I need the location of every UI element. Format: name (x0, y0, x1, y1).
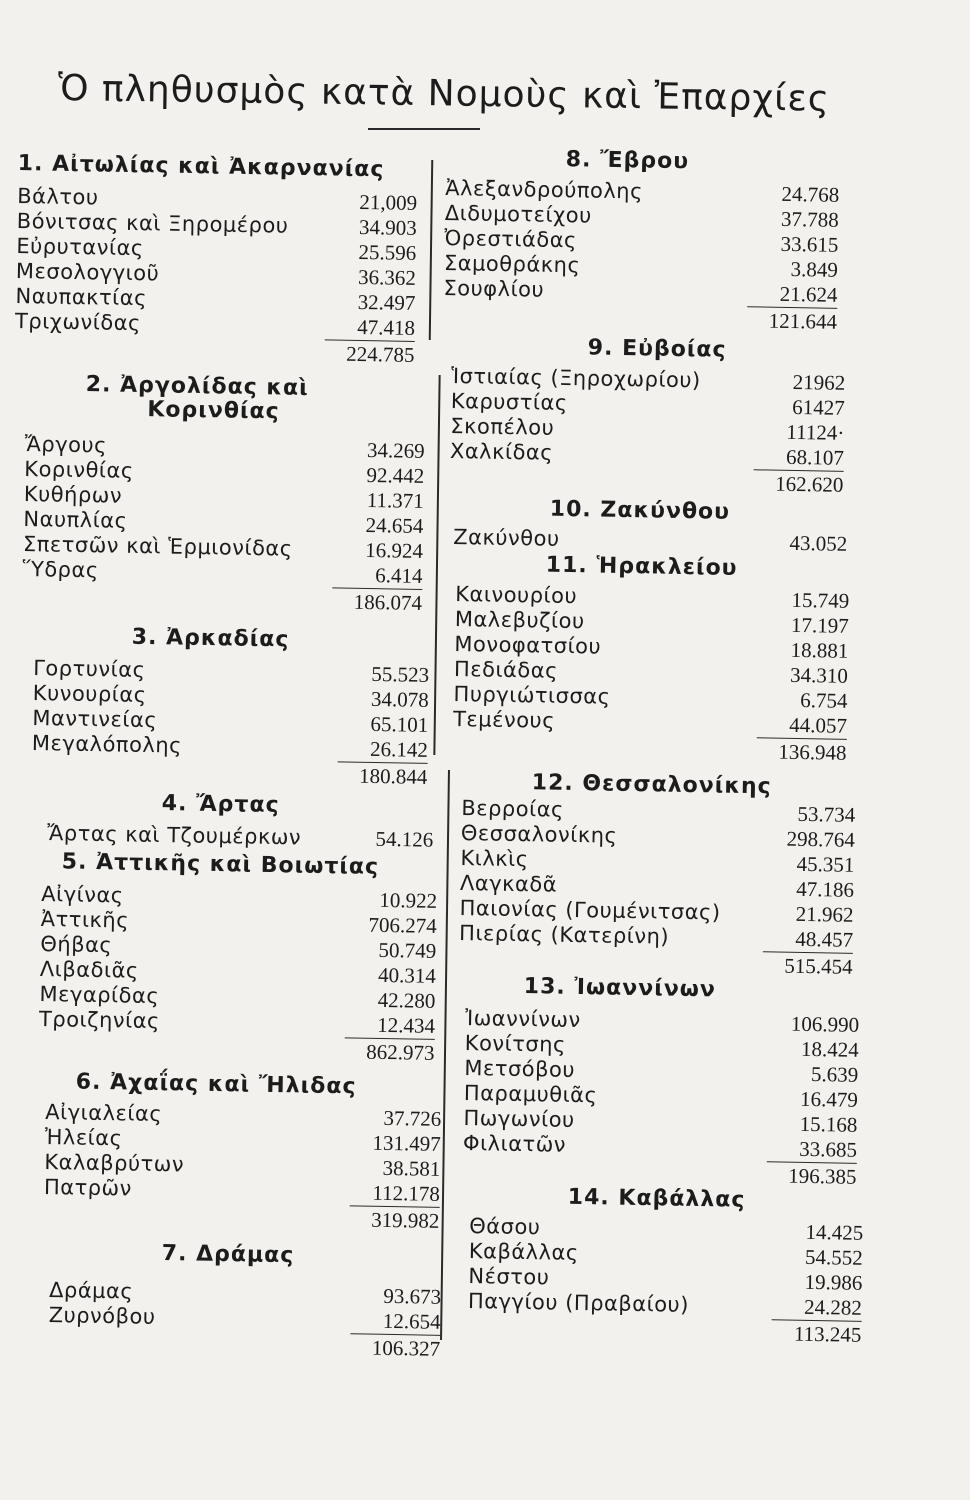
population-value: 5.639 (810, 1062, 859, 1087)
district-name: Καινουρίου (455, 581, 578, 609)
district-name: Μονοφατσίου (454, 631, 602, 659)
population-value: 34.269 (366, 437, 425, 463)
district-name: Καβάλλας (468, 1238, 579, 1265)
district-name: Πυργιώτισσας (453, 681, 611, 709)
district-name: Λιβαδιᾶς (39, 956, 139, 983)
district-name: Καρυστίας (450, 388, 568, 416)
section-total: 121.644 (768, 308, 838, 334)
section-heading-continued: Κορινθίας (147, 397, 280, 425)
prefecture-section (462, 974, 860, 1190)
population-value: 18.424 (800, 1036, 859, 1062)
population-value: 12.654 (382, 1308, 441, 1334)
population-value: 131.497 (372, 1130, 441, 1156)
section-heading: 3. Ἀρκαδίας (131, 624, 290, 653)
prefecture-section (22, 372, 426, 616)
district-name: Νέστου (468, 1263, 550, 1290)
district-name: Ἱστιαίας (Ξηροχωρίου) (451, 363, 701, 393)
population-value: 33.685 (799, 1136, 858, 1162)
population-value: 48.457 (795, 926, 854, 952)
section-total: 196.385 (788, 1163, 857, 1189)
district-name: Βάλτου (17, 183, 99, 210)
population-value: 14.425 (805, 1219, 864, 1245)
prefecture-section (449, 334, 846, 498)
population-value: 106.990 (790, 1011, 860, 1037)
district-name: Θήβας (40, 931, 113, 958)
district-name: Μετσόβου (464, 1055, 576, 1082)
district-name: Ἀττικῆς (40, 906, 130, 933)
section-total: 113.245 (793, 1321, 862, 1347)
population-value: 43.052 (789, 530, 848, 556)
population-value: 42.280 (377, 987, 436, 1013)
population-value: 50.749 (378, 937, 437, 963)
district-name: Διδυμοτείχου (444, 200, 592, 228)
district-name: Γορτυνίας (33, 655, 146, 682)
population-value: 54.126 (375, 826, 434, 852)
district-name: Εὐρυτανίας (16, 233, 144, 261)
population-value: 24.282 (803, 1294, 863, 1320)
section-heading: 13. Ἰωαννίνων (523, 974, 717, 1003)
district-name: Μεγαλόπολης (31, 730, 183, 758)
population-value: 19.986 (804, 1269, 863, 1295)
district-name: Σαμοθράκης (443, 250, 581, 278)
population-value: 25.596 (358, 239, 417, 265)
population-value: 37.788 (780, 206, 839, 232)
district-name: Ἄργους (24, 431, 108, 458)
prefecture-section (47, 790, 434, 853)
prefecture-section (43, 1070, 442, 1234)
district-name: Ἰωαννίνων (465, 1005, 581, 1033)
population-value: 36.362 (357, 264, 417, 290)
population-value: 37.726 (383, 1105, 442, 1131)
section-total: 180.844 (358, 763, 428, 789)
section-heading: 4. Ἄρτας (161, 790, 280, 819)
population-value: 54.552 (804, 1244, 863, 1270)
population-value: 65.101 (370, 711, 429, 737)
district-name: Σκοπέλου (450, 413, 555, 440)
population-value: 16.479 (799, 1086, 859, 1112)
section-heading: 10. Ζακύνθου (549, 496, 731, 525)
population-value: 6.754 (800, 688, 848, 713)
district-name: Κυθήρων (23, 481, 123, 508)
population-value: 47.418 (357, 314, 416, 340)
section-total: 106.327 (371, 1335, 441, 1361)
population-value: 33.615 (780, 231, 839, 257)
district-name: Πεδιάδας (453, 656, 559, 683)
prefecture-section (38, 850, 438, 1066)
population-value: 47.186 (796, 876, 855, 902)
section-heading: 12. Θεσσαλονίκης (531, 770, 772, 800)
district-name: Σουφλίου (443, 275, 545, 302)
population-value: 112.178 (372, 1180, 441, 1206)
population-value: 92.442 (366, 462, 425, 488)
district-name: Μαντινείας (32, 705, 158, 733)
district-name: Μεσολογγιοῦ (15, 258, 160, 286)
section-heading: 7. Δράμας (161, 1240, 295, 1269)
section-heading: 8. Ἔβρου (565, 147, 690, 175)
district-name: Αἰγίνας (41, 881, 124, 908)
district-name: Πιερίας (Κατερίνη) (458, 920, 670, 949)
district-name: Τεμένους (452, 706, 556, 733)
title-rule (368, 128, 480, 130)
district-name: Καλαβρύτων (44, 1149, 185, 1177)
district-name: Θάσου (469, 1213, 541, 1240)
population-value: 93.673 (383, 1283, 442, 1309)
section-heading: 9. Εὐβοίας (587, 335, 727, 363)
section-heading: 14. Καβάλλας (567, 1184, 746, 1213)
population-value: 15.168 (799, 1111, 858, 1137)
population-value: 38.581 (382, 1155, 441, 1181)
population-value: 16.924 (364, 537, 424, 563)
section-total: 162.620 (774, 471, 844, 497)
population-value: 706.274 (368, 912, 437, 938)
section-total: 224.785 (346, 341, 415, 367)
population-value: 11.371 (366, 487, 425, 513)
column-divider-2 (433, 375, 440, 755)
district-name: Ναυπλίας (23, 506, 128, 533)
population-value: 298.764 (786, 826, 856, 852)
prefecture-section (48, 1240, 442, 1362)
population-value: 68.107 (785, 444, 845, 470)
district-name: Παιονίας (Γουμένιτσας) (459, 895, 721, 925)
section-heading: 1. Αἰτωλίας καὶ Ἀκαρνανίας (17, 151, 385, 183)
district-name: Πωγωνίου (463, 1105, 575, 1132)
prefecture-section (443, 146, 840, 335)
prefecture-section (31, 624, 430, 790)
population-value: 40.314 (377, 962, 437, 988)
prefecture-section (14, 152, 418, 368)
district-name: Μεγαρίδας (39, 981, 160, 1009)
section-total: 515.454 (784, 953, 853, 979)
district-name: Χαλκίδας (449, 438, 554, 465)
district-name: Κονίτσης (464, 1030, 567, 1057)
population-value: 15.749 (791, 587, 850, 613)
population-value: 18.881 (790, 637, 849, 663)
population-value: 3.849 (790, 257, 839, 282)
district-name: Βερροίας (461, 795, 565, 822)
section-total: 319.982 (370, 1207, 440, 1233)
section-heading: 5. Ἀττικῆς καὶ Βοιωτίας (61, 849, 380, 880)
population-value: 6.414 (375, 563, 423, 588)
district-name: Ἄρτας καὶ Τζουμέρκων (47, 820, 302, 850)
prefecture-section (458, 770, 855, 980)
population-value: 24.768 (781, 181, 840, 207)
district-name: Κορινθίας (24, 456, 134, 483)
section-total: 862.973 (366, 1039, 435, 1065)
column-divider-1 (429, 160, 434, 340)
population-value: 21962 (792, 369, 846, 395)
section-heading: 2. Ἀργολίδας καὶ (85, 372, 309, 401)
district-name: Ζυρνόβου (48, 1302, 156, 1329)
district-name: Ζακύνθου (453, 524, 560, 551)
population-value: 17.197 (790, 612, 849, 638)
population-value: 32.497 (357, 289, 416, 315)
district-name: Βόνιτσας καὶ Ξηρομέρου (16, 208, 289, 238)
population-value: 61427 (792, 394, 845, 420)
district-name: Ὀρεστιάδας (444, 225, 578, 253)
population-value: 11124· (786, 419, 845, 445)
population-value: 21.962 (795, 901, 854, 927)
population-value: 34.078 (370, 686, 429, 712)
page-title: Ὁ πληθυσμὸς κατὰ Νομοὺς καὶ Ἐπαρχίες (57, 68, 831, 120)
population-value: 53.734 (797, 801, 856, 827)
table-row (47, 820, 433, 853)
district-name: Παραμυθιᾶς (463, 1080, 598, 1108)
district-name: Ἀλεξανδρούπολης (445, 175, 644, 204)
population-value: 24.654 (365, 512, 424, 538)
district-name: Πατρῶν (43, 1174, 133, 1201)
district-name: Κιλκὶς (460, 845, 529, 872)
population-value: 10.922 (379, 887, 438, 913)
population-value: 45.351 (796, 851, 855, 877)
population-value: 34.310 (789, 662, 849, 688)
district-name: Κυνουρίας (32, 680, 147, 707)
district-name: Ἠλείας (44, 1124, 123, 1151)
population-value: 26.142 (369, 736, 429, 762)
table-row (453, 524, 847, 557)
population-value: 12.434 (377, 1012, 436, 1038)
section-total: 136.948 (778, 739, 847, 765)
population-value: 34.903 (358, 214, 417, 240)
population-value: 21.624 (779, 281, 838, 307)
district-name: Παγγίου (Πραβαίου) (467, 1288, 690, 1317)
section-heading: 11. Ἡρακλείου (545, 552, 738, 581)
district-name: Λαγκαδᾶ (459, 870, 558, 897)
prefecture-section (453, 496, 848, 557)
district-name: Αἰγιαλείας (45, 1099, 163, 1127)
section-total: 186.074 (353, 589, 423, 615)
district-name: Ὕδρας (22, 556, 99, 583)
district-name: Ναυπακτίας (15, 283, 148, 311)
population-value: 44.057 (789, 712, 848, 738)
district-name: Φιλιατῶν (462, 1130, 567, 1157)
population-value: 21,009 (359, 189, 418, 215)
prefecture-section (467, 1184, 864, 1348)
population-value: 55.523 (371, 661, 430, 687)
district-name: Δράμας (48, 1277, 134, 1304)
district-name: Θεσσαλονίκης (460, 820, 618, 848)
district-name: Μαλεβυζίου (454, 606, 585, 634)
prefecture-section (452, 552, 850, 766)
section-heading: 6. Ἀχαΐας καὶ Ἤλιδας (75, 1069, 357, 1100)
district-name: Σπετσῶν καὶ Ἑρμιονίδας (22, 531, 293, 561)
district-name: Τροιζηνίας (38, 1006, 161, 1034)
district-name: Τριχωνίδας (14, 308, 142, 336)
